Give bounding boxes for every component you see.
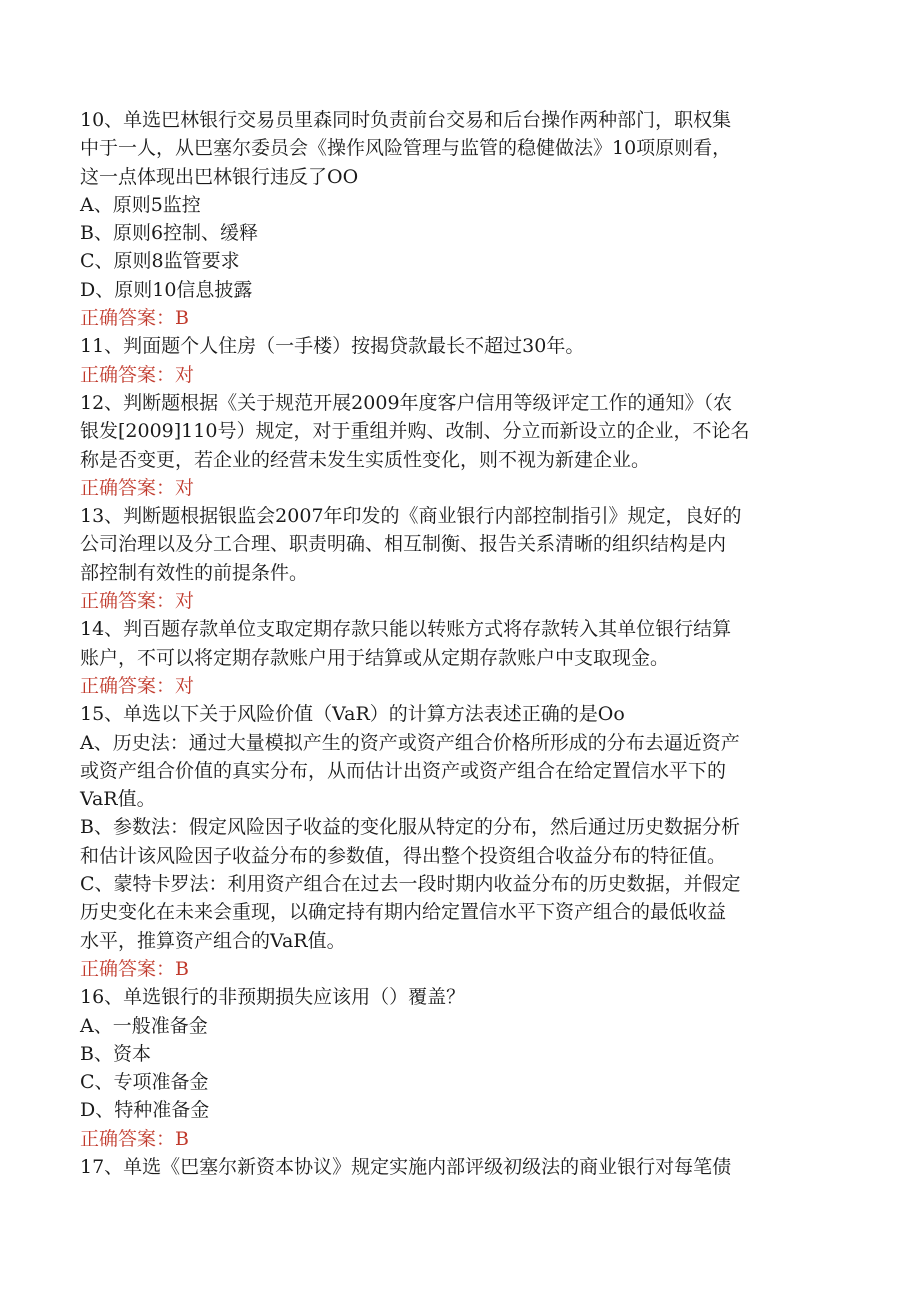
question-text: 部控制有效性的前提条件。 — [80, 561, 309, 584]
option-text: B、参数法：假定风险因子收益的变化服从特定的分布，然后通过历史数据分析 — [80, 816, 740, 839]
option-text: B、原则6控制、缓释 — [80, 222, 259, 245]
question-text: 13、判断题根据银监会2007年印发的《商业银行内部控制指引》规定，良好的 — [80, 505, 742, 528]
option-text: 历史变化在未来会重现，以确定持有期内给定置信水平下资产组合的最低收益 — [80, 901, 727, 924]
question-text: 公司治理以及分工合理、职责明确、相互制衡、报告关系清晰的组织结构是内 — [80, 533, 727, 556]
question-text: 账户，不可以将定期存款账户用于结算或从定期存款账户中支取现金。 — [80, 646, 670, 669]
correct-answer: 正确答案：对 — [80, 590, 195, 613]
correct-answer: 正确答案：B — [80, 1127, 189, 1150]
question-text: 15、单选以下关于风险价值（VaR）的计算方法表述正确的是Oo — [80, 703, 625, 726]
question-text: 14、判百题存款单位支取定期存款只能以转账方式将存款转入其单位银行结算 — [80, 618, 732, 641]
option-text: A、历史法：通过大量模拟产生的资产或资产组合价格所形成的分布去逼近资产 — [80, 731, 740, 754]
option-text: VaR值。 — [80, 788, 156, 811]
question-text: 17、单选《巴塞尔新资本协议》规定实施内部评级初级法的商业银行对每笔债 — [80, 1155, 732, 1178]
correct-answer: 正确答案：对 — [80, 476, 195, 499]
option-text: C、专项准备金 — [80, 1071, 209, 1094]
option-text: D、原则10信息披露 — [80, 278, 253, 301]
option-text: 或资产组合价值的真实分布，从而估计出资产或资产组合在给定置信水平下的 — [80, 759, 727, 782]
question-text: 12、判断题根据《关于规范开展2009年度客户信用等级评定工作的通知》（农 — [80, 391, 733, 414]
option-text: B、资本 — [80, 1042, 151, 1065]
correct-answer: 正确答案：B — [80, 307, 189, 330]
option-text: A、一般准备金 — [80, 1014, 208, 1037]
option-text: C、原则8监管要求 — [80, 250, 240, 273]
option-text: D、特种准备金 — [80, 1099, 210, 1122]
question-text: 称是否变更，若企业的经营未发生实质性变化，则不视为新建企业。 — [80, 448, 651, 471]
correct-answer: 正确答案：对 — [80, 363, 195, 386]
option-text: A、原则5监控 — [80, 193, 201, 216]
question-text: 中于一人，从巴塞尔委员会《操作风险管理与监管的稳健做法》10项原则看， — [80, 137, 732, 160]
question-text: 16、单选银行的非预期损失应该用（）覆盖？ — [80, 986, 466, 1009]
option-text: 水平，推算资产组合的VaR值。 — [80, 929, 346, 952]
option-text: C、蒙特卡罗法：利用资产组合在过去一段时期内收益分布的历史数据，并假定 — [80, 873, 741, 896]
correct-answer: 正确答案：对 — [80, 674, 195, 697]
question-text: 银发[2009]110号）规定，对于重组并购、改制、分立而新设立的企业，不论名 — [80, 420, 750, 443]
correct-answer: 正确答案：B — [80, 957, 189, 980]
document-page — [80, 106, 840, 1181]
question-text: 11、判面题个人住房（一手楼）按揭贷款最长不超过30年。 — [80, 335, 585, 358]
question-text: 这一点体现出巴林银行违反了OO — [80, 165, 359, 188]
option-text: 和估计该风险因子收益分布的参数值，得出整个投资组合收益分布的特征值。 — [80, 844, 727, 867]
question-text: 10、单选巴林银行交易员里森同时负责前台交易和后台操作两种部门，职权集 — [80, 109, 732, 131]
